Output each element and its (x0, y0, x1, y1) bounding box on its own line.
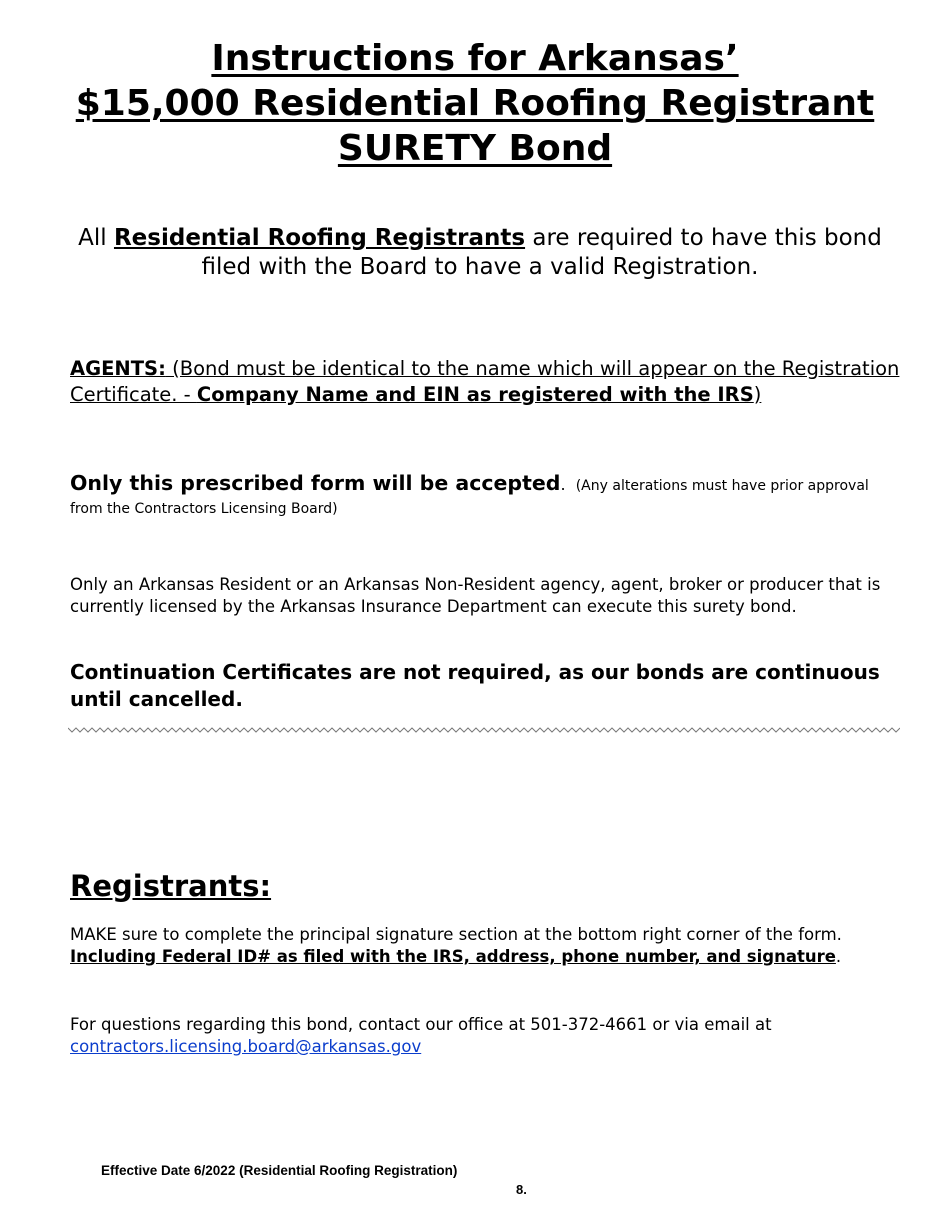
prescribed-bold: Only this prescribed form will be accepted (70, 471, 561, 495)
registrants-heading: Registrants: (70, 869, 272, 903)
make-text: MAKE sure to complete the principal signature section at the bottom right corner of the form. (70, 925, 842, 944)
title-line-2: $15,000 Residential Roofing Registrant (75, 83, 875, 124)
effective-date-footer: Effective Date 6/2022 (Residential Roofing Registration) (101, 1163, 458, 1178)
title-line-3: SURETY Bond (337, 128, 613, 169)
wavy-divider (68, 725, 900, 735)
document-title (0, 36, 950, 171)
agents-label: AGENTS: (70, 357, 166, 380)
make-sure-paragraph (70, 924, 900, 968)
intro-paragraph (60, 224, 900, 282)
make-bold: Including Federal ID# as filed with the IRS, address, phone number, and signature (70, 947, 836, 966)
agents-paragraph (70, 356, 900, 408)
title-line-1: Instructions for Arkansas’ (211, 38, 739, 79)
questions-paragraph (70, 1014, 900, 1058)
prescribed-form-paragraph (70, 472, 900, 520)
make-end: . (835, 947, 842, 966)
continuation-paragraph: Continuation Certificates are not required, as our bonds are continuous until cancelled. (70, 660, 880, 711)
email-link[interactable]: contractors.licensing.board@arkansas.gov (70, 1037, 422, 1056)
agents-close: ) (753, 383, 762, 406)
prescribed-note: (Any alterations must have prior approval from the Contractors Licensing Board) (70, 478, 869, 517)
prescribed-period: . (560, 475, 566, 494)
intro-bold: Residential Roofing Registrants (113, 225, 526, 251)
page-number: 8. (516, 1182, 527, 1197)
intro-post: are required to have this bond filed with the Board to have a valid Registration. (201, 225, 882, 280)
agents-text: (Bond must be identical to the name which will appear on the Registration Certificate. - (70, 357, 900, 406)
questions-text: For questions regarding this bond, contact our office at 501-372-4661 or via email at (70, 1015, 772, 1034)
resident-paragraph: Only an Arkansas Resident or an Arkansas Non-Resident agency, agent, broker or producer that is currently licensed by the Arkansas Insurance Department can execute this surety bond. (70, 575, 881, 616)
intro-pre: All (78, 225, 114, 251)
agents-bold: Company Name and EIN as registered with the IRS (196, 383, 754, 406)
